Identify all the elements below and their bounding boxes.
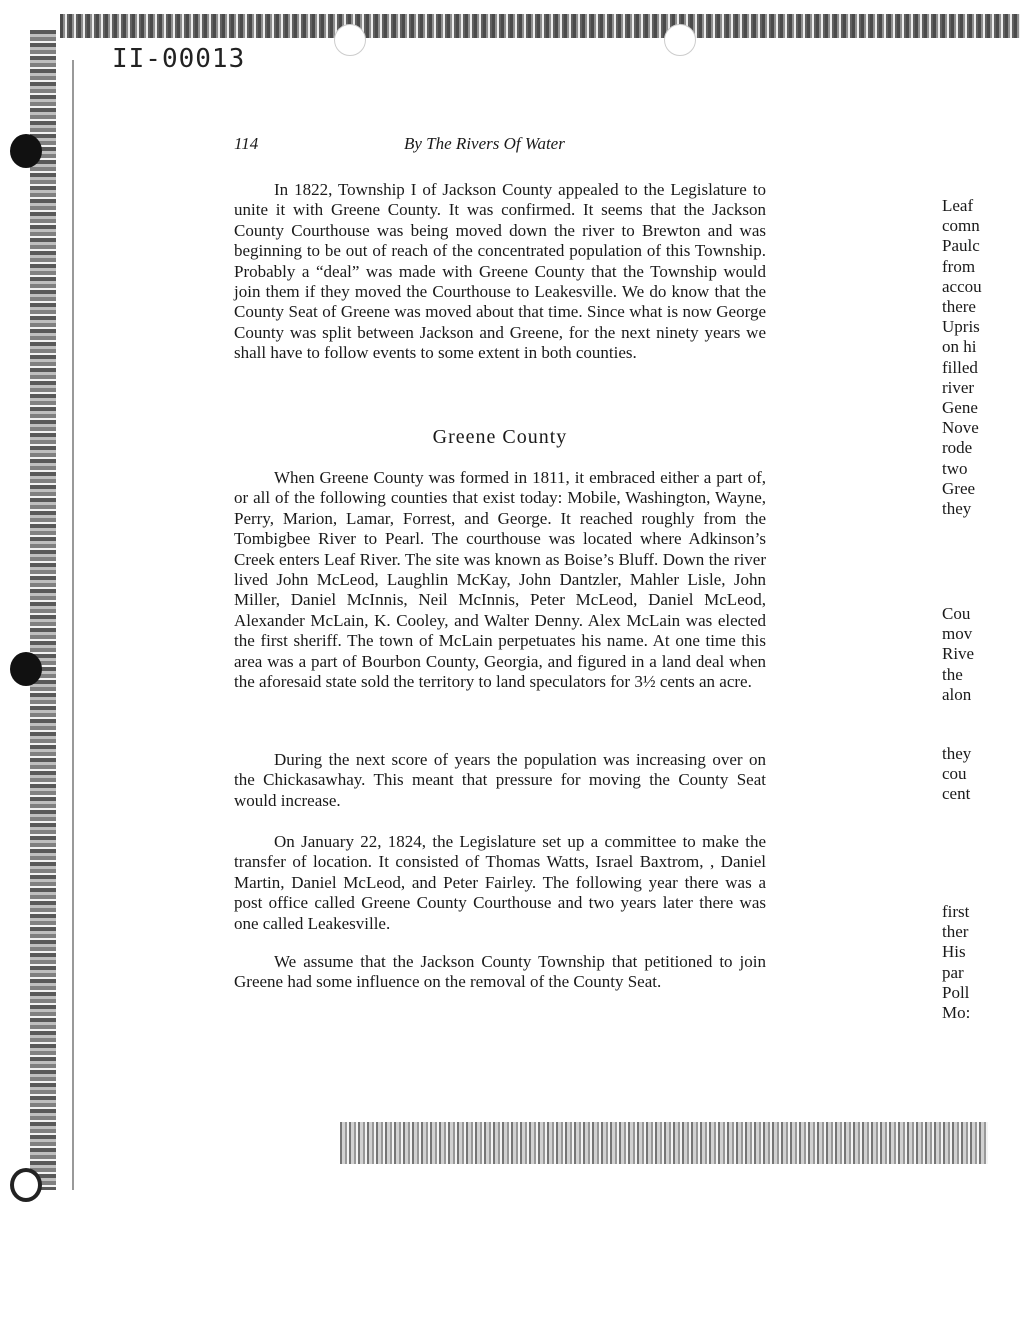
section-heading: Greene County: [432, 426, 568, 448]
fragment-line: filled: [942, 357, 978, 377]
fragment-line: His: [942, 942, 966, 962]
punch-hole-icon: [334, 24, 366, 56]
fragment-line: accou: [942, 276, 982, 296]
fragment-line: they: [942, 499, 972, 519]
fragment-line: comn: [942, 216, 980, 236]
fragment-line: from: [942, 256, 976, 276]
fragment-line: on hi: [942, 337, 977, 357]
fragment-line: two: [942, 458, 968, 478]
fragment-line: Gree: [942, 478, 976, 498]
fragment-line: Nove: [942, 418, 979, 438]
paragraph: On January 22, 1824, the Legislature set up a committee to make the transfer of location. It consisted of Thomas Watts, Israel Baxtrom, , Daniel Martin, Daniel McLeod, and Peter Fairley. The following year there was a post office called Greene County Courthouse and two years later there was one called Leakesville.: [234, 832, 766, 933]
fragment-line: Cou: [942, 604, 971, 623]
fragment-line: alon: [942, 684, 972, 704]
fragment-line: cent: [942, 784, 971, 804]
paragraph: In 1822, Township I of Jackson County appealed to the Legislature to unite it with Greene County. It was confirmed. It seems that the Jackson County Courthouse was being moved down the river to Brewton and was beginning to be out of reach of the concentrated population of this Township. Probably a “deal” was made with Greene County that the Township would join them if they moved the Courthouse to Leakesville. We do know that the County Seat of Greene was moved about that time. Since what is now George County was split between Jackson and Greene, for the next ninety years we shall have to follow events to some extent in both counties.: [234, 180, 766, 363]
fragment-line: Paulc: [942, 236, 980, 256]
fragment-line: Poll: [942, 982, 970, 1002]
adjacent-page-fragment: [942, 902, 1020, 1023]
scan-edge-left: [30, 30, 56, 1190]
fragment-line: the: [942, 664, 963, 684]
fragment-line: par: [942, 962, 964, 982]
fragment-line: they: [942, 744, 972, 763]
adjacent-page-fragment: [942, 196, 1020, 519]
fragment-line: Leaf: [942, 196, 974, 215]
fragment-line: there: [942, 297, 976, 317]
fragment-line: river: [942, 377, 975, 397]
punch-hole-icon: [10, 652, 42, 686]
binding-line: [72, 60, 74, 1190]
fragment-line: mov: [942, 624, 973, 644]
adjacent-page-fragment: [942, 744, 1020, 805]
adjacent-page-fragment: [942, 604, 1020, 705]
fragment-line: ther: [942, 922, 969, 942]
fragment-line: first: [942, 902, 970, 921]
fragment-line: Gene: [942, 398, 978, 418]
fragment-line: Rive: [942, 644, 975, 664]
page-number: 114: [234, 134, 259, 153]
fragment-line: Upris: [942, 317, 980, 337]
scan-edge-bottom: [340, 1122, 988, 1164]
paragraph: When Greene County was formed in 1811, it embraced either a part of, or all of the following counties that exist today: Mobile, Washington, Wayne, Perry, Marion, Lamar, Forrest, and George. It reached roughly from the Tombigbee River to Pearl. The courthouse was located where Adkinson’s Creek enters Leaf River. The site was known as Boise’s Bluff. Down the river lived John McLeod, Laughlin McKay, John Dantzler, Mahler Lisle, John Miller, Daniel McInnis, Neil McInnis, Peter McLeod, Daniel McLeod, Alexander McLain, K. Cooley, and Walter Denny. Alex McLain was elected the first sheriff. The town of McLain perpetuates his name. At one time this area was a part of Bourbon County, Georgia, and figured in a land deal when the aforesaid state sold the territory to land speculators for 3½ cents an acre.: [234, 468, 766, 692]
punch-hole-icon: [10, 134, 42, 168]
running-title: By The Rivers Of Water: [404, 134, 565, 153]
paragraph: We assume that the Jackson County Township that petitioned to join Greene had some influence on the removal of the County Seat.: [234, 952, 766, 992]
paragraph: During the next score of years the population was increasing over on the Chickasawhay. This meant that pressure for moving the County Seat would increase.: [234, 750, 766, 810]
punch-hole-icon: [664, 24, 696, 56]
fragment-line: Mo:: [942, 1003, 971, 1023]
scan-edge-top: [60, 14, 1020, 38]
document-number: II-00013: [112, 44, 246, 74]
punch-hole-icon: [10, 1168, 42, 1202]
fragment-line: cou: [942, 764, 967, 784]
fragment-line: rode: [942, 438, 973, 458]
